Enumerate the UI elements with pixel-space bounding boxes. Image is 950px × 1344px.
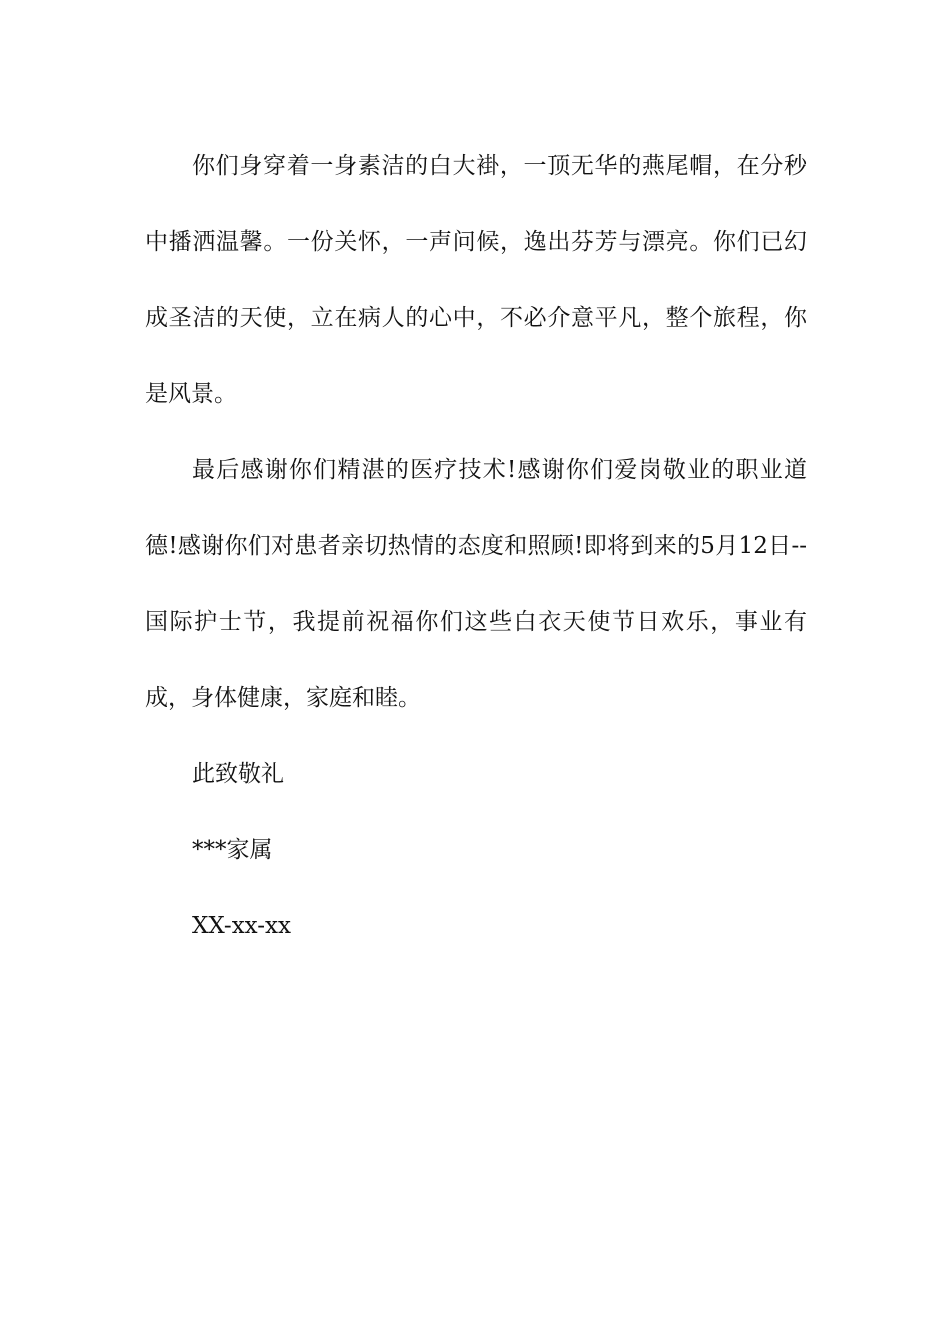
signature: ***家属 bbox=[192, 837, 273, 863]
paragraph-1: 你们身穿着一身素洁的白大褂，一顶无华的燕尾帽，在分秒中播洒温馨。一份关怀，一声问候，逸出芬芳与漂亮。你们已幻成圣洁的天使，立在病人的心中，不必介意平凡，整个旅程，你是风景。 bbox=[145, 153, 807, 407]
closing-salutation: 此致敬礼 bbox=[192, 761, 284, 787]
letter-body bbox=[145, 128, 807, 964]
date: XX-xx-xx bbox=[192, 913, 291, 939]
paragraph-2: 最后感谢你们精湛的医疗技术!感谢你们爱岗敬业的职业道德!感谢你们对患者亲切热情的态度和照顾!即将到来的5月12日--国际护士节，我提前祝福你们这些白衣天使节日欢乐，事业有成，身体健康，家庭和睦。 bbox=[145, 457, 807, 711]
